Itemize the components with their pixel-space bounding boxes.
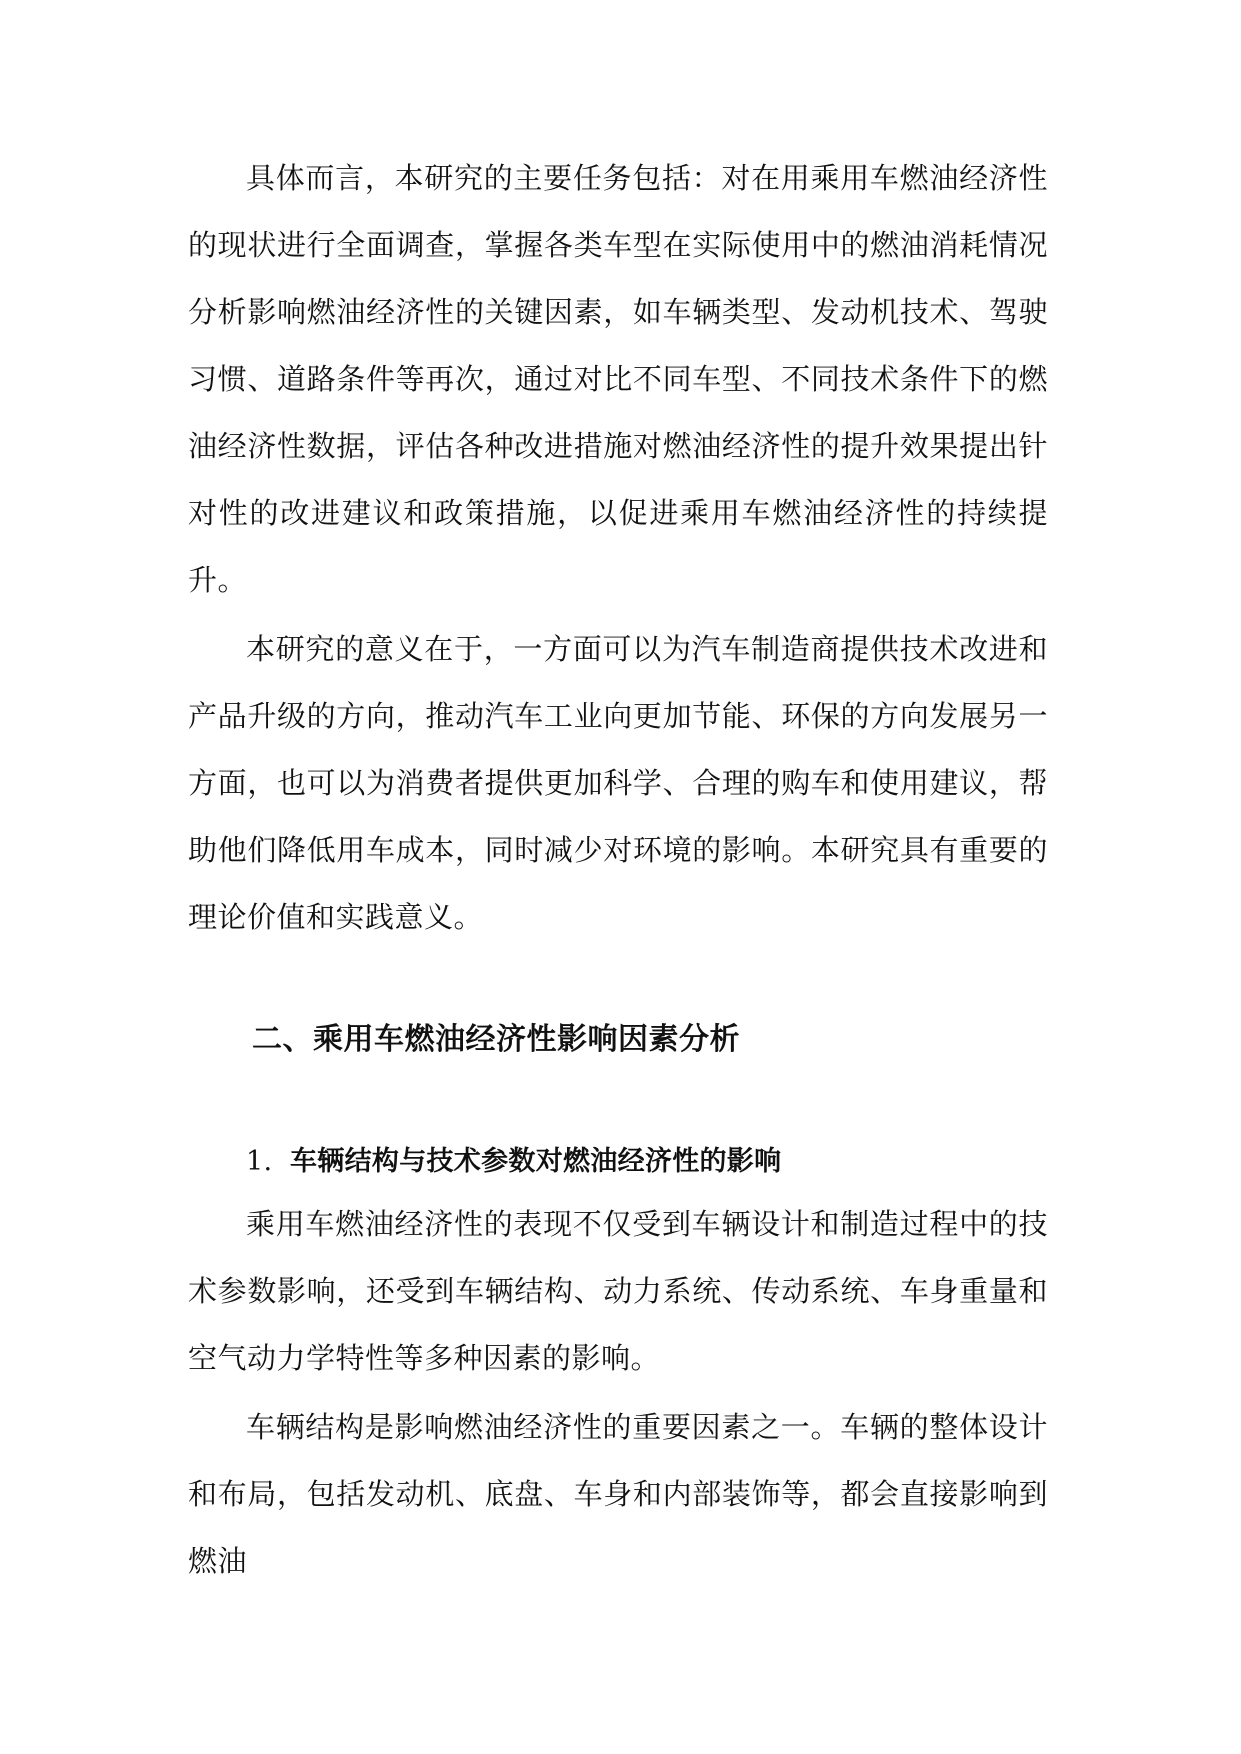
- paragraph-research-tasks: 具体而言，本研究的主要任务包括：对在用乘用车燃油经济性的现状进行全面调查，掌握各类车型在实际使用中的燃油消耗情况分析影响燃油经济性的关键因素，如车辆类型、发动机技术、驾驶习惯、道路条件等再次，通过对比不同车型、不同技术条件下的燃油经济性数据，评估各种改进措施对燃油经济性的提升效果提出针对性的改进建议和政策措施，以促进乘用车燃油经济性的持续提升。: [188, 161, 1048, 597]
- subsection-heading: [188, 1133, 1048, 1191]
- section-heading: 二、乘用车燃油经济性影响因素分析: [252, 1022, 740, 1057]
- subsection-title: 车辆结构与技术参数对燃油经济性的影响: [290, 1146, 782, 1177]
- paragraph-factors-overview: 乘用车燃油经济性的表现不仅受到车辆设计和制造过程中的技术参数影响，还受到车辆结构、动力系统、传动系统、车身重量和空气动力学特性等多种因素的影响。: [188, 1207, 1048, 1375]
- document-body: [188, 145, 1048, 1595]
- paragraph-research-significance: 本研究的意义在于，一方面可以为汽车制造商提供技术改进和产品升级的方向，推动汽车工业向更加节能、环保的方向发展另一方面，也可以为消费者提供更加科学、合理的购车和使用建议，帮助他们降低用车成本，同时减少对环境的影响。本研究具有重要的理论价值和实践意义。: [188, 632, 1048, 934]
- subsection-number: 1.: [246, 1146, 273, 1177]
- paragraph-vehicle-structure: 车辆结构是影响燃油经济性的重要因素之一。车辆的整体设计和布局，包括发动机、底盘、车身和内部装饰等，都会直接影响到燃油: [188, 1410, 1048, 1578]
